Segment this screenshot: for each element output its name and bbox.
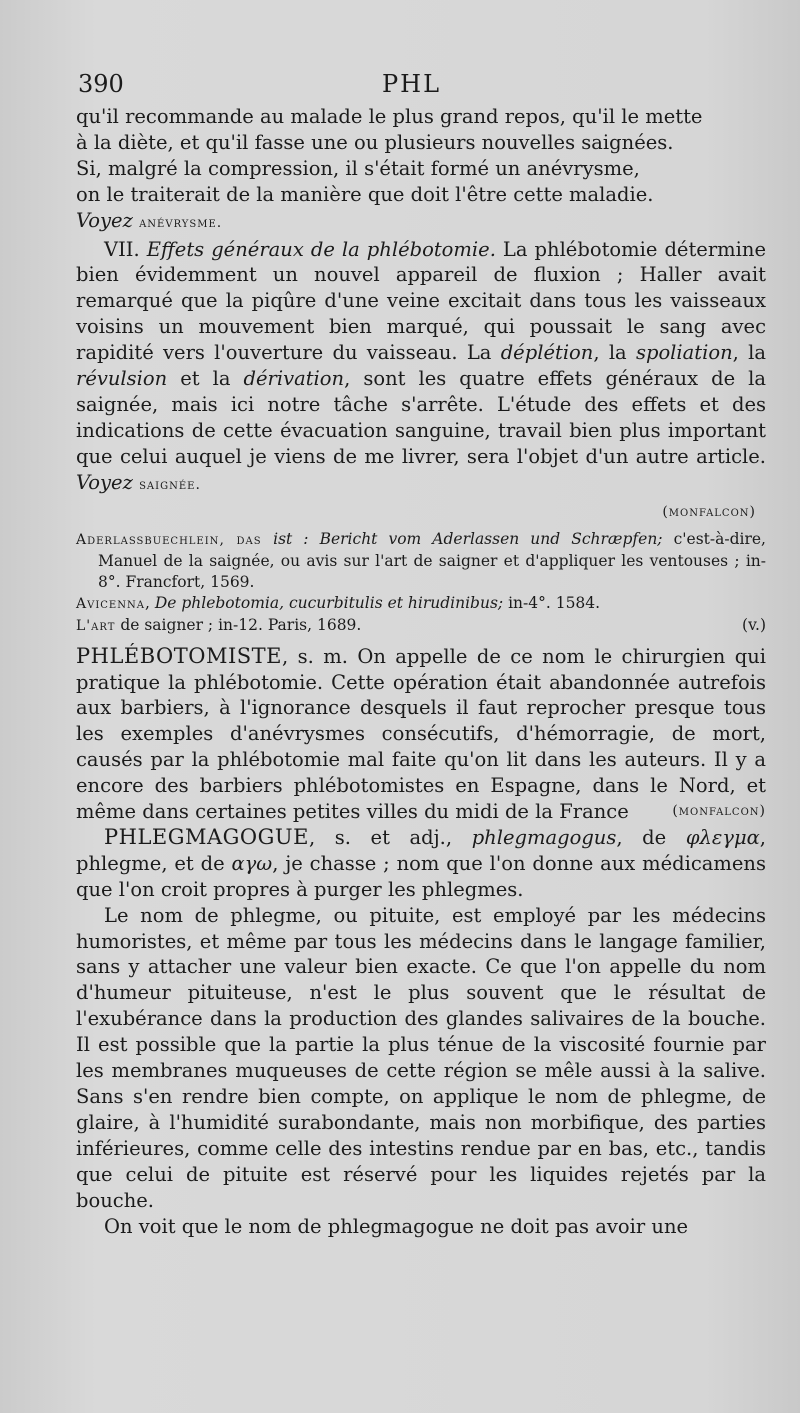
paragraph: Le nom de phlegme, ou pituite, est employé par les médecins humoristes, et même par tous les médecins dans le langage familier, sans y attacher une valeur bien exacte. Ce que l'on appelle du nom d'humeur pituiteuse, n'est le plus souvent que le résultat de l'exubérance dans la production des glandes salivaires de la bouche. Il est possible que la partie la plus ténue de la viscosité fournie par les membranes muqueuses de cette région se mêle aussi à la salive. Sans s'en rendre bien compte, on applique le nom de phlegme, de glaire, à l'humidité surabondante, mais non morbifique, des parties inférieures, comme celle des intestins rendue par en bas, etc., tandis que celui de pituite est réservé pour les liquides rejetés par la bouche. [76, 903, 766, 1212]
text-line: à la diète, et qu'il fasse une ou plusieurs nouvelles saignées. [76, 130, 674, 154]
cross-reference: anévrysme. [139, 214, 223, 231]
page-header [78, 70, 745, 102]
section-number: VII. [104, 237, 140, 261]
section-vii: VII. Effets généraux de la phlébotomie. La phlébotomie détermine bien évidemment un nouvel appareil de fluxion ; Haller avait remarqué que la piqûre d'une veine excitait dans tous les vaisseaux voisins un mouvement bien marqué, qui poussait le sang avec rapidité vers l'ouverture du vaisseau. La déplétion, la spoliation, la révulsion et la dérivation, sont les quatre effets généraux de la saignée, mais ici notre tâche s'arrête. L'étude des effets et des indications de cette évacuation sanguine, travail bien plus important que celui auquel je viens de me livrer, sera l'objet d'un autre article. Voyez saignée. [76, 237, 766, 494]
section-title: Effets généraux de la phlébotomie. [146, 237, 496, 261]
page-number: 390 [78, 70, 124, 98]
bibliography-entry: L'art de saigner ; in-12. Paris, 1689. (v.) [76, 615, 766, 637]
author-signature: (monfalcon) [662, 503, 756, 520]
entry-phlegmagogue: PHLEGMAGOGUE, s. et adj., phlegmagogus, de φλεγμα, phlegme, et de αγω, je chasse ; nom que l'on donne aux médicamens que l'on croit propres à purger les phlegmes. [76, 824, 766, 901]
author-signature: (monfalcon) [672, 803, 766, 820]
voyez-word: Voyez [76, 470, 133, 494]
bibliography [76, 529, 766, 638]
headword: PHLÉBOTOMISTE [76, 643, 282, 668]
voyez-word: Voyez [76, 208, 133, 232]
running-head: PHL [381, 70, 441, 98]
page-body [76, 104, 766, 1239]
entry-phlebotomiste: PHLÉBOTOMISTE, s. m. On appelle de ce nom le chirurgien qui pratique la phlébotomie. Cette opération était abandonnée autrefois aux barbiers, à l'ignorance desquels il faut reprocher presque tous les exemples d'anévrysmes consécutifs, d'hémorragie, de mort, causés par la phlébotomie mal faite qu'on lit dans les auteurs. Il y a encore des barbiers phlébotomistes en Espagne, dans le Nord, et même dans certaines petites villes du midi de la France (monfalcon) [76, 643, 766, 824]
text-line: Si, malgré la compression, il s'était formé un anévrysme, [76, 156, 640, 180]
bibliography-entry: Aderlassbuechlein, das ist : Bericht vom Aderlassen und Schræpfen; c'est-à-dire, Manuel de la saignée, ou avis sur l'art de saigner et d'appliquer les ventouses ; in-8°. Francfort, 1569. [76, 529, 766, 591]
text-line: qu'il recommande au malade le plus grand repos, qu'il le mette [76, 105, 703, 128]
cross-reference: saignée. [139, 476, 201, 493]
see-also-line [76, 208, 766, 237]
headword: PHLEGMAGOGUE [104, 824, 309, 849]
paragraph: On voit que le nom de phlegmagogue ne doit pas avoir une [104, 1214, 689, 1238]
author-signature: (v.) [742, 616, 766, 635]
text-line: on le traiterait de la manière que doit l'être cette maladie. [76, 182, 654, 206]
bibliography-entry: Avicenna, De phlebotomia, cucurbitulis et hirudinibus; in-4°. 1584. [76, 594, 601, 613]
